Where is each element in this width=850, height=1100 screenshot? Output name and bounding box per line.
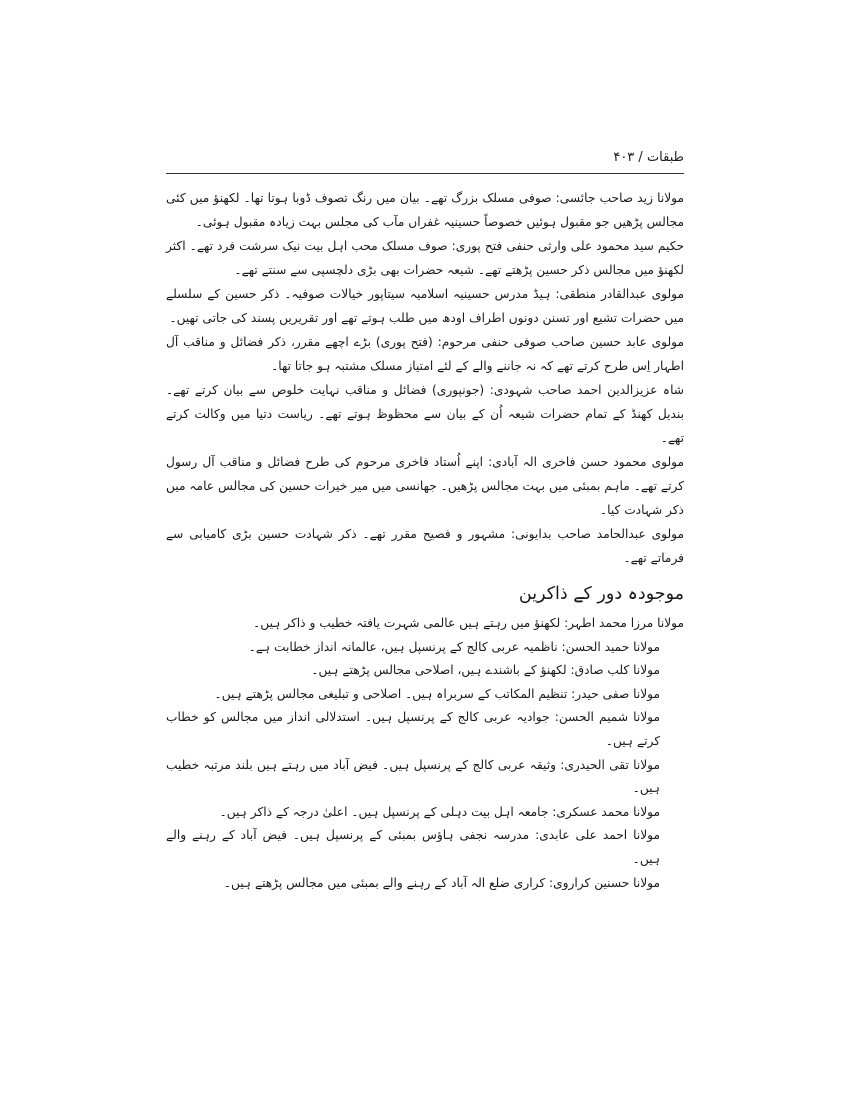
list-item: مولانا محمد عسکری: جامعہ اہل بیت دہلی کے پرنسپل ہیں۔ اعلیٰ درجہ کے ذاکر ہیں۔: [219, 804, 660, 819]
paragraph-abdul-hamid: مولوی عبدالحامد صاحب بدایونی: مشہور و فصیح مقرر تھے۔ ذکر شہادت حسین بڑی کامیابی سے فرماتے تھے۔: [166, 527, 684, 565]
paragraph-mahmood-ali: حکیم سید محمود علی وارثی حنفی فتح پوری: صوف مسلک محب اہل بیت نیک سرشت فرد تھے۔ اکثر لکھنؤ میں مجالس ذکر حسین پڑھتے تھے۔ شیعہ حضرات بھی بڑی دلچسپی سے سنتے تھے۔: [166, 239, 684, 277]
paragraph-azizuddin: شاہ عزیزالدین احمد صاحب شہودی: (جونپوری) فضائل و مناقب نہایت خلوص سے بیان کرتے تھے۔ بندیل کھنڈ کے تمام حضرات شیعہ اُن کے بیان سے محظوظ ہوتے تھے۔ ریاست دتیا میں وکالت کرتے تھے۔: [166, 383, 684, 445]
section-heading: موجودہ دور کے ذاکرین: [518, 584, 684, 604]
page-content: [166, 186, 684, 895]
paragraph-mahmood-hasan: مولوی محمود حسن فاخری الہ آبادی: اپنے اُستاد فاخری مرحوم کی طرح فضائل و مناقب آل رسول کرتے تھے۔ ماہم بمبئی میں بہت مجالس پڑھیں۔ جھانسی میں میر خیرات حسین کی مجالس عامہ میں ذکر شہادت کیا۔: [166, 455, 684, 517]
list-item: مولانا حمید الحسن: ناظمیہ عربی کالج کے پرنسپل ہیں، عالمانہ انداز خطابت ہے۔: [248, 639, 660, 654]
list-item: مولانا حسنین کراروی: کراری ضلع الہ آباد کے رہنے والے بمبئی میں مجالس پڑھتے ہیں۔: [223, 875, 660, 890]
list-item: مولانا کلب صادق: لکھنؤ کے باشندے ہیں، اصلاحی مجالس پڑھتے ہیں۔: [311, 663, 660, 678]
list-item: مولانا شمیم الحسن: جوادیہ عربی کالج کے پرنسپل ہیں۔ استدلالی انداز میں مجالس کو خطاب کرتے ہیں۔: [166, 710, 660, 748]
list-item: مولانا احمد علی عابدی: مدرسہ نجفی ہاؤس بمبئی کے پرنسپل ہیں۔ فیض آباد کے رہنے والے ہیں۔: [166, 828, 660, 866]
page-header: [166, 148, 684, 172]
list-item: مولانا صفی حیدر: تنظیم المکاتب کے سربراہ ہیں۔ اصلاحی و تبلیغی مجالس پڑھتے ہیں۔: [214, 686, 660, 701]
header-rule: [166, 173, 684, 174]
running-title: طبقات / ۴۰۳: [613, 150, 684, 165]
list-item: مولانا مرزا محمد اطہر: لکھنؤ میں رہتے ہیں عالمی شہرت یافتہ خطیب و ذاکر ہیں۔: [253, 616, 684, 630]
paragraph-abid-hussain: مولوی عابد حسین صاحب صوفی حنفی مرحوم: (فتح پوری) بڑے اچھے مقرر، ذکر فضائل و مناقب آل اطہار اِس طرح کرتے تھے کہ نہ جاننے والے کے لئے امتیاز مسلک مشتبہ ہو جاتا تھا۔: [166, 335, 684, 373]
paragraph-abdul-qadir: مولوی عبدالقادر منطقی: ہیڈ مدرس حسینیہ اسلامیہ سیتاپور خیالات صوفیہ۔ ذکر حسین کے سلسلے میں حضرات تشیع اور تسنن دونوں اطراف اودھ میں طلب ہوتے تھے اور تقریریں پسند کی جاتی تھیں۔: [166, 287, 684, 325]
list-item: مولانا تقی الحیدری: وثیقہ عربی کالج کے پرنسپل ہیں۔ فیض آباد میں رہتے ہیں بلند مرتبہ خطیب ہیں۔: [166, 757, 660, 796]
paragraph-zaid-jaisi: مولانا زید صاحب جائسی: صوفی مسلک بزرگ تھے۔ بیان میں رنگ تصوف ڈوبا ہوتا تھا۔ لکھنؤ میں کئی مجالس پڑھیں جو مقبول ہوئیں خصوصاً حسینیہ غفراں مآب کی مجلس بہت زیادہ مقبول ہوئی۔: [166, 191, 684, 229]
